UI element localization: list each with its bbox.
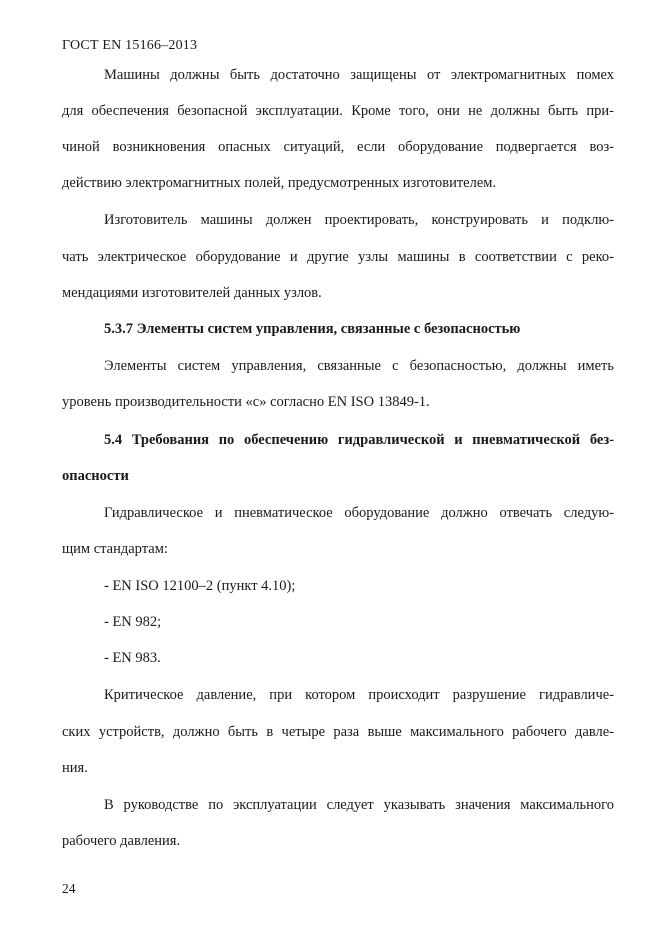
standard-header: ГОСТ EN 15166–2013 — [62, 38, 198, 53]
section-heading: 5.3.7 Элементы систем управления, связанные с безопасностью — [104, 321, 521, 337]
paragraph-line: ния. — [62, 760, 88, 776]
list-item: - EN 983. — [104, 650, 161, 666]
paragraph-line: Элементы систем управления, связанные с безопасностью, должны иметь — [104, 358, 614, 374]
paragraph-line: чать электрическое оборудование и другие узлы машины в соответствии с реко- — [62, 249, 614, 265]
section-heading: опасности — [62, 468, 129, 484]
paragraph-line: для обеспечения безопасной эксплуатации. Кроме того, они не должны быть при- — [62, 103, 614, 119]
paragraph-line: Машины должны быть достаточно защищены от электромагнитных помех — [104, 67, 614, 83]
list-item: - EN 982; — [104, 614, 162, 630]
paragraph-line: щим стандартам: — [62, 541, 168, 557]
paragraph-line: чиной возникновения опасных ситуаций, если оборудование подвергается воз- — [62, 139, 614, 155]
paragraph-line: мендациями изготовителей данных узлов. — [62, 285, 322, 301]
section-heading: 5.4 Требования по обеспечению гидравлической и пневматической без- — [104, 432, 614, 448]
paragraph-line: Критическое давление, при котором происходит разрушение гидравличе- — [104, 687, 614, 703]
page-number: 24 — [62, 881, 76, 896]
paragraph-line: Изготовитель машины должен проектировать, конструировать и подклю- — [104, 212, 614, 228]
paragraph-line: ских устройств, должно быть в четыре раза выше максимального рабочего давле- — [62, 724, 614, 740]
paragraph-line: действию электромагнитных полей, предусмотренных изготовителем. — [62, 175, 497, 191]
list-item: - EN ISO 12100–2 (пункт 4.10); — [104, 578, 296, 594]
paragraph-line: уровень производительности «с» согласно EN ISO 13849-1. — [62, 394, 430, 410]
paragraph-line: рабочего давления. — [62, 833, 181, 849]
paragraph-line: Гидравлическое и пневматическое оборудование должно отвечать следую- — [104, 505, 614, 521]
paragraph-line: В руководстве по эксплуатации следует указывать значения максимального — [104, 797, 614, 813]
